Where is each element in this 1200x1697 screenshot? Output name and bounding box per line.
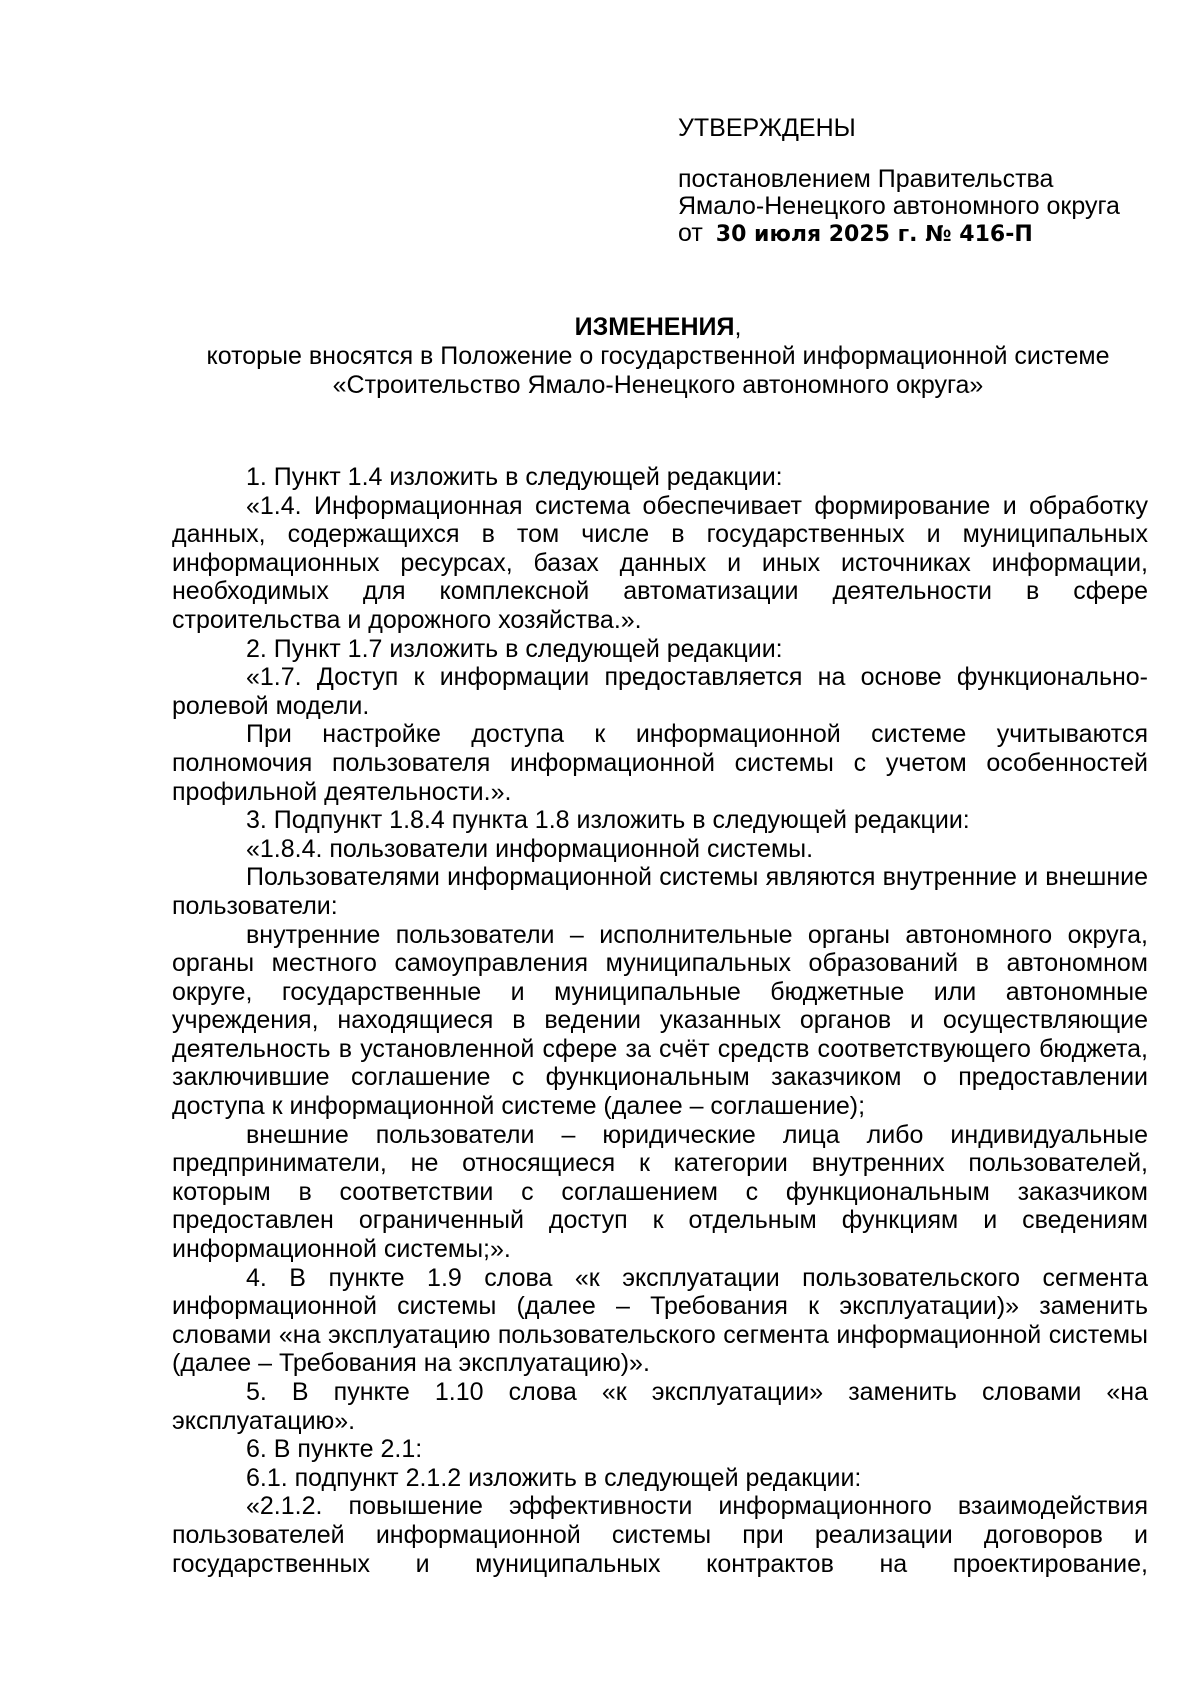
- paragraph: 1. Пункт 1.4 изложить в следующей редакции:: [246, 463, 783, 491]
- paragraph: Пользователями информационной системы являются внутренние и внешние пользователи:: [172, 863, 1148, 920]
- approval-line-2: Ямало-Ненецкого автономного округа: [678, 192, 1120, 220]
- paragraph: «2.1.2. повышение эффективности информационного взаимодействия пользователей информационной системы при реализации договоров и государственных и муниципальных контрактов на проектирование,: [172, 1492, 1148, 1578]
- paragraph: «1.8.4. пользователи информационной системы.: [246, 834, 814, 863]
- heading-subtitle-2: «Строительство Ямало-Ненецкого автономного округа»: [332, 371, 984, 399]
- document-body: [172, 463, 1148, 1578]
- paragraph: 4. В пункте 1.9 слова «к эксплуатации пользовательского сегмента информационной системы (далее – Требования к эксплуатации)» заменить словами «на эксплуатацию пользовательского сегмента информационной системы (далее – Требования на эксплуатацию)».: [172, 1263, 1148, 1378]
- paragraph: «1.7. Доступ к информации предоставляется на основе функционально-ролевой модели.: [172, 663, 1148, 720]
- paragraph: 6.1. подпункт 2.1.2 изложить в следующей редакции:: [246, 1463, 862, 1492]
- approval-from-label: от: [678, 219, 703, 247]
- document-heading: [172, 313, 1144, 400]
- paragraph: 2. Пункт 1.7 изложить в следующей редакции:: [246, 634, 783, 663]
- approval-line-1: постановлением Правительства: [678, 165, 1054, 193]
- paragraph: внутренние пользователи – исполнительные органы автономного округа, органы местного самоуправления муниципальных образований в автономном округе, государственные и муниципальные бюджетные или автономные учреждения, находящиеся в ведении указанных органов и осуществляющие деятельность в установленной сфере за счёт средств соответствующего бюджета, заключившие соглашение с функциональным заказчиком о предоставлении доступа к информационной системе (далее – соглашение);: [172, 920, 1148, 1121]
- paragraph: внешние пользователи – юридические лица либо индивидуальные предприниматели, не относящиеся к категории внутренних пользователей, которым в соответствии с соглашением с функциональным заказчиком предоставлен ограниченный доступ к отдельным функциям и сведениям информационной системы;».: [172, 1120, 1148, 1264]
- approval-date-line: [678, 220, 1178, 248]
- approved-label: УТВЕРЖДЕНЫ: [678, 114, 856, 142]
- paragraph: 5. В пункте 1.10 слова «к эксплуатации» заменить словами «на эксплуатацию».: [172, 1378, 1148, 1435]
- approval-block: [678, 115, 1178, 248]
- heading-title: ИЗМЕНЕНИЯ: [574, 313, 735, 341]
- paragraph: 6. В пункте 2.1:: [246, 1435, 423, 1464]
- paragraph: «1.4. Информационная система обеспечивает формирование и обработку данных, содержащихся в том числе в государственных и муниципальных информационных ресурсах, базах данных и иных источниках информации, необходимых для комплексной автоматизации деятельности в сфере строительства и дорожного хозяйства.».: [172, 491, 1148, 634]
- paragraph: 3. Подпункт 1.8.4 пункта 1.8 изложить в следующей редакции:: [246, 806, 970, 835]
- heading-subtitle-1: которые вносятся в Положение о государственной информационной системе: [206, 342, 1110, 370]
- heading-title-line: [172, 313, 1144, 342]
- heading-title-suffix: ,: [734, 313, 742, 341]
- paragraph: При настройке доступа к информационной системе учитываются полномочия пользователя информационной системы с учетом особенностей профильной деятельности.».: [172, 720, 1148, 806]
- decree-number: 30 июля 2025 г. № 416-П: [715, 222, 1033, 247]
